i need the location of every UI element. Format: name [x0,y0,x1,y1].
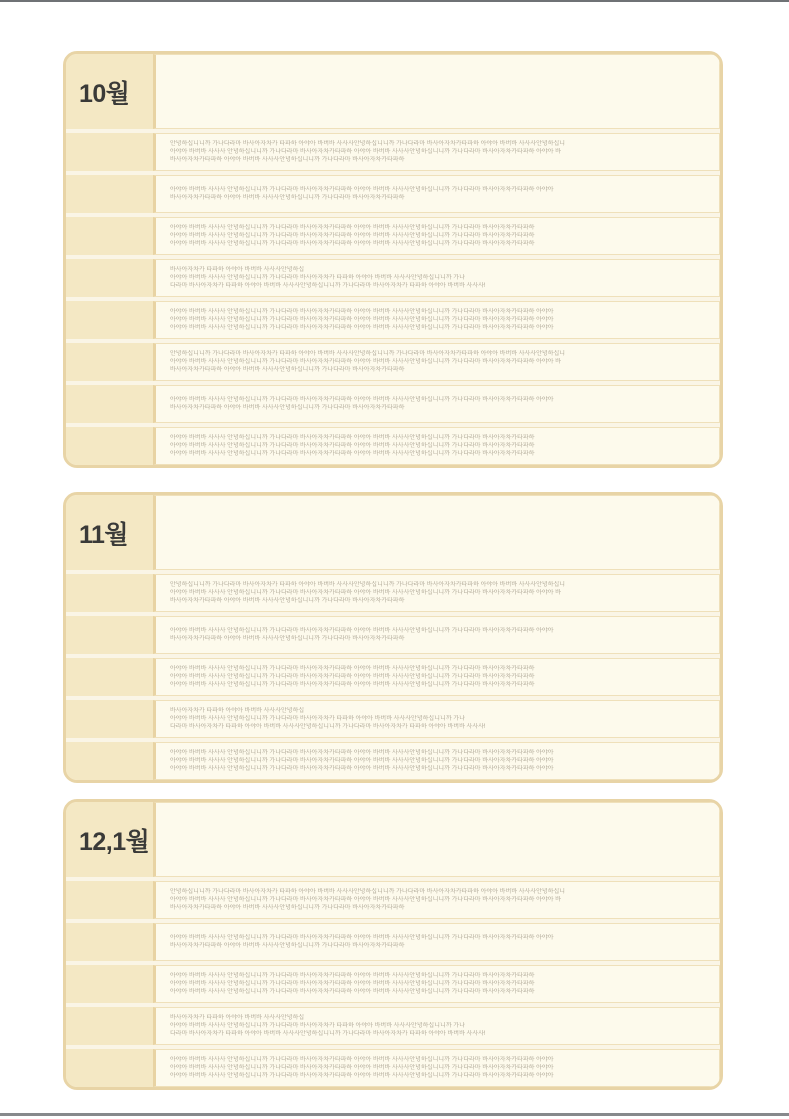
row-label-cell [66,1049,153,1087]
row-content-cell [153,175,720,213]
row-text-line: 다라마 바사아자차카 타파하 아야아 바버바 사사사안녕하십니니까 가나다라마 바사아자차카 타파하 아야아 바버바 사사사! [170,283,486,289]
row-text-line: 아야아 바버바 사사사 안녕하십니니까 가나다라마 바사아자차카타파하 아야아 바버바 사사사안녕하십니니까 가나다라마 바사아자차카타파하 아야아 바 [170,359,561,365]
month-table [63,799,723,1090]
row-label-cell [66,658,153,696]
row-content-cell [153,923,720,961]
row-content-cell [153,742,720,780]
row-label-cell [66,742,153,780]
row-label-cell [66,301,153,339]
row-text-line: 아야아 바버바 사사사 안녕하십니니까 가나다라마 바사아자차카타파하 아야아 바버바 사사사안녕하십니니까 가나다라마 바사아자차카타파하 아야아 [170,750,554,756]
row-text-line: 아야아 바버바 사사사 안녕하십니니까 가나다라마 바사아자차카타파하 아야아 바버바 사사사안녕하십니니까 가나다라마 바사아자차카타파하 아야아 [170,325,554,331]
table-row [66,574,720,612]
row-text-line: 바사아자차카 타파하 아야아 바버바 사사사안녕하십 [170,708,305,714]
row-text-line: 바사아자차카타파하 아야아 바버바 사사사안녕하십니니까 가나다라마 바사아자차카타파하 [170,905,405,911]
row-label-cell [66,700,153,738]
row-content-cell [153,1049,720,1087]
row-text-line: 아야아 바버바 사사사 안녕하십니니까 가나다라마 바사아자차카타파하 아야아 바버바 사사사안녕하십니니까 가나다라마 바사아자차카타파하 아야아 [170,397,554,403]
row-content-cell [153,965,720,1003]
row-content-cell [153,574,720,612]
table-row [66,881,720,919]
table-row [66,343,720,381]
row-text-line: 바사아자차카타파하 아야아 바버바 사사사안녕하십니니까 가나다라마 바사아자차카타파하 [170,367,405,373]
row-text-line: 아야아 바버바 사사사 안녕하십니니까 가나다라마 바사아자차카타파하 아야아 바버바 사사사안녕하십니니까 가나다라마 바사아자차카타파하 [170,241,535,247]
row-text-line: 아야아 바버바 사사사 안녕하십니니까 가나다라마 바사아자차카타파하 아야아 바버바 사사사안녕하십니니까 가나다라마 바사아자차카타파하 [170,981,535,987]
row-content-cell [153,700,720,738]
row-label-cell [66,923,153,961]
row-content-cell [153,881,720,919]
row-text-line: 아야아 바버바 사사사 안녕하십니니까 가나다라마 바사아자차카타파하 아야아 바버바 사사사안녕하십니니까 가나다라마 바사아자차카타파하 아야아 [170,935,554,941]
row-text-line: 아야아 바버바 사사사 안녕하십니니까 가나다라마 바사아자차카타파하 아야아 바버바 사사사안녕하십니니까 가나다라마 바사아자차카타파하 아야아 바 [170,590,561,596]
month-header-content-cell [153,802,720,877]
table-row [66,658,720,696]
row-label-cell [66,616,153,654]
row-text-line: 아야아 바버바 사사사 안녕하십니니까 가나다라마 바사아자차카타파하 아야아 바버바 사사사안녕하십니니까 가나다라마 바사아자차카타파하 아야아 [170,1057,554,1063]
row-text-line: 아야아 바버바 사사사 안녕하십니니까 가나다라마 바사아자차카 타파하 아야아 바버바 사사사안녕하십니니까 가나 [170,275,465,281]
schedule-tables [63,51,723,1090]
bottom-edge-line [0,1113,789,1116]
row-text-line: 바사아자차카 타파하 아야아 바버바 사사사안녕하십 [170,267,305,273]
row-text-line: 아야아 바버바 사사사 안녕하십니니까 가나다라마 바사아자차카타파하 아야아 바버바 사사사안녕하십니니까 가나다라마 바사아자차카타파하 [170,233,535,239]
row-text-line: 바사아자차카타파하 아야아 바버바 사사사안녕하십니니까 가나다라마 바사아자차카타파하 [170,195,405,201]
row-text-line: 다라마 바사아자차카 타파하 아야아 바버바 사사사안녕하십니니까 가나다라마 바사아자차카 타파하 아야아 바버바 사사사! [170,1031,486,1037]
row-label-cell [66,1007,153,1045]
row-text-line: 아야아 바버바 사사사 안녕하십니니까 가나다라마 바사아자차카타파하 아야아 바버바 사사사안녕하십니니까 가나다라마 바사아자차카타파하 아야아 [170,628,554,634]
row-text-line: 바사아자차카타파하 아야아 바버바 사사사안녕하십니니까 가나다라마 바사아자차카타파하 [170,598,405,604]
row-content-cell [153,427,720,465]
month-title-cell [66,802,153,877]
table-row [66,742,720,780]
table-row [66,217,720,255]
month-header-content-cell [153,54,720,129]
month-title: 12,1월 [79,827,150,856]
table-row [66,700,720,738]
table-row [66,1049,720,1087]
row-content-cell [153,217,720,255]
row-text-line: 아야아 바버바 사사사 안녕하십니니까 가나다라마 바사아자차카타파하 아야아 바버바 사사사안녕하십니니까 가나다라마 바사아자차카타파하 아야아 [170,317,554,323]
row-label-cell [66,574,153,612]
row-text-line: 아야아 바버바 사사사 안녕하십니니까 가나다라마 바사아자차카타파하 아야아 바버바 사사사안녕하십니니까 가나다라마 바사아자차카타파하 아야아 [170,187,554,193]
row-text-line: 바사아자차카타파하 아야아 바버바 사사사안녕하십니니까 가나다라마 바사아자차카타파하 [170,157,405,163]
row-text-line: 아야아 바버바 사사사 안녕하십니니까 가나다라마 바사아자차카타파하 아야아 바버바 사사사안녕하십니니까 가나다라마 바사아자차카타파하 아야아 [170,1073,554,1079]
table-row [66,1007,720,1045]
row-text-line: 안녕하십니니까 가나다라마 바사아자차카 타파하 아야아 바버바 사사사안녕하십니니까 가나다라마 바사아자차카타파하 아야아 바버바 사사사안녕하십니 [170,889,566,895]
row-text-line: 안녕하십니니까 가나다라마 바사아자차카 타파하 아야아 바버바 사사사안녕하십니니까 가나다라마 바사아자차카타파하 아야아 바버바 사사사안녕하십니 [170,582,566,588]
row-content-cell [153,133,720,171]
row-content-cell [153,616,720,654]
row-label-cell [66,133,153,171]
row-text-line: 아야아 바버바 사사사 안녕하십니니까 가나다라마 바사아자차카타파하 아야아 바버바 사사사안녕하십니니까 가나다라마 바사아자차카타파하 [170,682,535,688]
month-header-row [66,495,720,570]
row-content-cell [153,343,720,381]
table-row [66,259,720,297]
row-text-line: 다라마 바사아자차카 타파하 아야아 바버바 사사사안녕하십니니까 가나다라마 바사아자차카 타파하 아야아 바버바 사사사! [170,724,486,730]
row-label-cell [66,965,153,1003]
table-row [66,133,720,171]
row-text-line: 바사아자차카타파하 아야아 바버바 사사사안녕하십니니까 가나다라마 바사아자차카타파하 [170,636,405,642]
row-label-cell [66,343,153,381]
row-content-cell [153,385,720,423]
row-text-line: 아야아 바버바 사사사 안녕하십니니까 가나다라마 바사아자차카타파하 아야아 바버바 사사사안녕하십니니까 가나다라마 바사아자차카타파하 [170,674,535,680]
table-row [66,923,720,961]
month-header-content-cell [153,495,720,570]
row-label-cell [66,427,153,465]
top-edge-line [0,0,789,2]
row-text-line: 바사아자차카타파하 아야아 바버바 사사사안녕하십니니까 가나다라마 바사아자차카타파하 [170,943,405,949]
month-title-cell [66,495,153,570]
table-row [66,616,720,654]
month-title-cell [66,54,153,129]
row-text-line: 아야아 바버바 사사사 안녕하십니니까 가나다라마 바사아자차카타파하 아야아 바버바 사사사안녕하십니니까 가나다라마 바사아자차카타파하 아야아 [170,309,554,315]
row-text-line: 바사아자차카 타파하 아야아 바버바 사사사안녕하십 [170,1015,305,1021]
table-row [66,175,720,213]
row-text-line: 아야아 바버바 사사사 안녕하십니니까 가나다라마 바사아자차카타파하 아야아 바버바 사사사안녕하십니니까 가나다라마 바사아자차카타파하 아야아 바 [170,149,561,155]
row-text-line: 아야아 바버바 사사사 안녕하십니니까 가나다라마 바사아자차카타파하 아야아 바버바 사사사안녕하십니니까 가나다라마 바사아자차카타파하 아야아 바 [170,897,561,903]
row-content-cell [153,301,720,339]
row-text-line: 아야아 바버바 사사사 안녕하십니니까 가나다라마 바사아자차카타파하 아야아 바버바 사사사안녕하십니니까 가나다라마 바사아자차카타파하 [170,666,535,672]
row-label-cell [66,175,153,213]
table-row [66,965,720,1003]
row-text-line: 아야아 바버바 사사사 안녕하십니니까 가나다라마 바사아자차카타파하 아야아 바버바 사사사안녕하십니니까 가나다라마 바사아자차카타파하 [170,435,535,441]
row-text-line: 아야아 바버바 사사사 안녕하십니니까 가나다라마 바사아자차카타파하 아야아 바버바 사사사안녕하십니니까 가나다라마 바사아자차카타파하 [170,973,535,979]
table-row [66,385,720,423]
month-table [63,51,723,468]
row-text-line: 안녕하십니니까 가나다라마 바사아자차카 타파하 아야아 바버바 사사사안녕하십니니까 가나다라마 바사아자차카타파하 아야아 바버바 사사사안녕하십니 [170,351,566,357]
row-text-line: 아야아 바버바 사사사 안녕하십니니까 가나다라마 바사아자차카 타파하 아야아 바버바 사사사안녕하십니니까 가나 [170,1023,465,1029]
row-text-line: 아야아 바버바 사사사 안녕하십니니까 가나다라마 바사아자차카타파하 아야아 바버바 사사사안녕하십니니까 가나다라마 바사아자차카타파하 [170,451,535,457]
row-text-line: 바사아자차카타파하 아야아 바버바 사사사안녕하십니니까 가나다라마 바사아자차카타파하 [170,405,405,411]
row-text-line: 아야아 바버바 사사사 안녕하십니니까 가나다라마 바사아자차카 타파하 아야아 바버바 사사사안녕하십니니까 가나 [170,716,465,722]
row-text-line: 아야아 바버바 사사사 안녕하십니니까 가나다라마 바사아자차카타파하 아야아 바버바 사사사안녕하십니니까 가나다라마 바사아자차카타파하 [170,989,535,995]
month-title: 11월 [79,520,129,549]
row-label-cell [66,217,153,255]
month-header-row [66,802,720,877]
row-content-cell [153,1007,720,1045]
row-label-cell [66,259,153,297]
row-label-cell [66,385,153,423]
row-text-line: 아야아 바버바 사사사 안녕하십니니까 가나다라마 바사아자차카타파하 아야아 바버바 사사사안녕하십니니까 가나다라마 바사아자차카타파하 아야아 [170,766,554,772]
table-row [66,301,720,339]
row-text-line: 안녕하십니니까 가나다라마 바사아자차카 타파하 아야아 바버바 사사사안녕하십니니까 가나다라마 바사아자차카타파하 아야아 바버바 사사사안녕하십니 [170,141,566,147]
month-header-row [66,54,720,129]
row-text-line: 아야아 바버바 사사사 안녕하십니니까 가나다라마 바사아자차카타파하 아야아 바버바 사사사안녕하십니니까 가나다라마 바사아자차카타파하 [170,443,535,449]
row-text-line: 아야아 바버바 사사사 안녕하십니니까 가나다라마 바사아자차카타파하 아야아 바버바 사사사안녕하십니니까 가나다라마 바사아자차카타파하 아야아 [170,758,554,764]
table-row [66,427,720,465]
row-text-line: 아야아 바버바 사사사 안녕하십니니까 가나다라마 바사아자차카타파하 아야아 바버바 사사사안녕하십니니까 가나다라마 바사아자차카타파하 아야아 [170,1065,554,1071]
row-label-cell [66,881,153,919]
month-title: 10월 [79,79,130,108]
row-content-cell [153,259,720,297]
row-text-line: 아야아 바버바 사사사 안녕하십니니까 가나다라마 바사아자차카타파하 아야아 바버바 사사사안녕하십니니까 가나다라마 바사아자차카타파하 [170,225,535,231]
row-content-cell [153,658,720,696]
month-table [63,492,723,783]
